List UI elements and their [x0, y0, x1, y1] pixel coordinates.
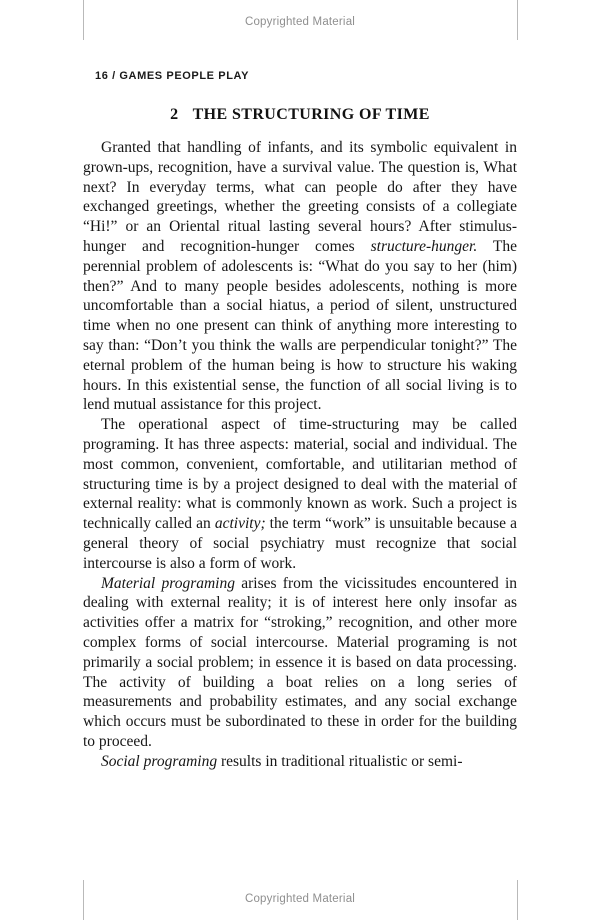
paragraph	[83, 138, 517, 415]
paragraph	[83, 752, 517, 772]
text-run: Granted that handling of infants, and its symbolic equivalent in grown-ups, recognition, have a survival value. The question is, What next? In everyday terms, what can people do after they have exchanged greetings, whether the greeting consists of a collegiate “Hi!” or an Oriental ritual lasting several hours? After stimulus-hunger and recognition-hunger comes	[83, 139, 517, 255]
paragraph	[83, 415, 517, 573]
text-run: arises from the vicissitudes encountered in dealing with external reality; it is of interest here only insofar as activities offer a matrix for “stroking,” recognition, and other more complex forms of social intercourse. Material programing is not primarily a social problem; in essence it is based on data processing. The activity of building a boat relies on a long series of measurements and probability estimates, and any social exchange which occurs must be subordinated to these in order for the building to proceed.	[83, 574, 518, 750]
running-header: 16 / GAMES PEOPLE PLAY	[95, 70, 250, 82]
italic-text-run: activity;	[214, 515, 266, 533]
text-run: The operational aspect of time-structuring may be called programing. It has three aspects: material, social and individual. The most common, convenient, comfortable, and utilitarian method of structuring time is by a project designed to deal with the material of external reality: what is commonly known as work. Such a project is technically called an	[83, 416, 517, 533]
italic-text-run: Material programing	[101, 574, 235, 592]
text-run: results in traditional ritualistic or semi-	[217, 752, 463, 770]
chapter-number: 2	[170, 106, 179, 123]
chapter-heading	[83, 106, 517, 124]
page-content	[83, 70, 517, 772]
paragraph	[83, 574, 517, 752]
text-run: The perennial problem of adolescents is: “What do you say to her (him) then?” And to many people besides adolescents, nothing is more uncomfortable than a social hiatus, a period of silent, unstructured time when no one present can think of anything more interesting to say than: “Don’t you think the walls are perpendicular tonight?” The eternal problem of the human being is how to structure his waking hours. In this existential sense, the function of all social living is to lend mutual assistance for this project.	[83, 237, 517, 414]
text-run: the term “work” is unsuitable because a general theory of social psychiatry must recognize that social intercourse is also a form of work.	[83, 515, 517, 572]
italic-text-run: Social programing	[101, 752, 218, 770]
copyright-notice-top: Copyrighted Material	[244, 16, 356, 28]
italic-text-run: structure-hunger.	[370, 237, 478, 255]
copyright-notice-bottom: Copyrighted Material	[244, 893, 356, 905]
body-paragraphs	[83, 138, 517, 772]
page-edge-mark-top-right	[517, 0, 518, 40]
chapter-title: THE STRUCTURING OF TIME	[192, 106, 430, 123]
page-edge-mark-top-left	[83, 0, 84, 40]
